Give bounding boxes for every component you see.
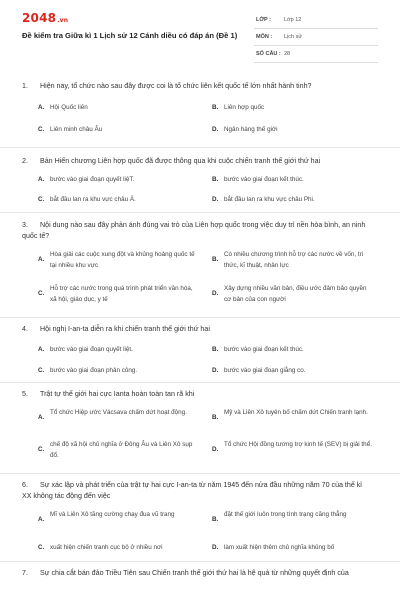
question-number: 6.	[22, 481, 28, 489]
option-text: Liên minh châu Âu	[50, 126, 103, 133]
question-text	[22, 220, 372, 242]
option-text: đặt thế giới luôn trong tình trạng căng thẳng	[224, 511, 347, 518]
option-letter: C.	[38, 544, 45, 551]
logo-brand: 2048	[22, 11, 57, 25]
option-letter: B.	[212, 414, 219, 421]
option-letter: B.	[212, 516, 219, 523]
document-meta	[254, 12, 378, 63]
question-number: 4.	[22, 325, 28, 333]
option-text: Xây dựng nhiều văn bản, điều ước đảm bảo quyền cơ bản của con người	[224, 285, 367, 303]
option-letter: A.	[38, 346, 45, 353]
site-logo[interactable]	[22, 11, 68, 25]
question-text	[22, 81, 372, 92]
option-text: Hỗ trợ các nước trong quá trình phát triển văn hóa, xã hội, giáo dục, y tế	[50, 285, 193, 303]
question-text	[22, 156, 372, 167]
option-text: Mĩ và Liên Xô tăng cường chạy đua vũ trang	[50, 511, 175, 518]
question-stem: Sự chia cắt bán đảo Triều Tiên sau Chiến tranh thế giới thứ hai là hệ quả từ những quyết định của	[40, 569, 349, 577]
option-text: Mỹ và Liên Xô tuyên bố chấm dứt Chiến tranh lạnh.	[224, 409, 368, 416]
option-letter: D.	[212, 544, 219, 551]
question-item	[0, 213, 400, 318]
option-letter: B.	[212, 176, 219, 183]
option-letter: A.	[38, 414, 45, 421]
option-letter: C.	[38, 367, 45, 374]
option-letter: B.	[212, 256, 219, 263]
option-text: Liên hợp quốc	[224, 104, 265, 111]
option-text: chế độ xã hội chủ nghĩa ở Đông Âu và Liên Xô sụp đổ.	[50, 441, 193, 459]
option-text: Hòa giải các cuộc xung đột và khủng hoảng quốc tế tại nhiều khu vực	[50, 251, 195, 269]
option-text: bước vào giai đoạn quyết liệt.	[50, 346, 133, 353]
option-text: bước vào giai đoạn giằng co.	[224, 367, 306, 374]
question-number: 3.	[22, 221, 28, 229]
meta-class-row	[254, 12, 378, 29]
option-text: Ngân hàng thế giới	[224, 126, 278, 133]
question-item	[0, 148, 400, 213]
option-text: xuất hiện chiến tranh cục bộ ở nhiều nơi	[50, 544, 163, 551]
option-letter: B.	[212, 346, 219, 353]
option-letter: A.	[38, 176, 45, 183]
question-text	[22, 480, 372, 502]
document-title: Đề kiểm tra Giữa kì 1 Lịch sử 12 Cánh diều có đáp án (Đề 1)	[22, 31, 238, 40]
option-letter: C.	[38, 196, 45, 203]
option-letter: C.	[38, 126, 45, 133]
option-letter: D.	[212, 126, 219, 133]
question-stem: Sự xác lập và phát triển của trật tự hai cực I-an-ta từ năm 1945 đến nửa đầu những năm 70 của thế kỉ XX không tác động đến việc	[22, 481, 362, 500]
question-list	[0, 72, 400, 602]
option-text: Tổ chức Hiệp ước Vácsava chấm dứt hoạt động.	[50, 409, 187, 416]
question-stem: Trật tự thế giới hai cực Ianta hoàn toàn tan rã khi	[40, 390, 195, 398]
question-text	[22, 389, 372, 400]
question-stem: Hiện nay, tổ chức nào sau đây được coi là tổ chức liên kết quốc tế lớn nhất hành tinh?	[40, 82, 312, 90]
option-text: bước vào giai đoạn quyết liệT.	[50, 176, 135, 183]
question-item	[0, 474, 400, 562]
option-letter: D.	[212, 367, 219, 374]
meta-subject-value: Lịch sử	[284, 34, 303, 40]
question-item	[0, 72, 400, 148]
question-stem: Hội nghị I-an-ta diễn ra khi chiến tranh thế giới thứ hai	[40, 325, 210, 333]
meta-count-value: 28	[284, 51, 291, 57]
option-text: bước vào giai đoạn phản công.	[50, 367, 138, 374]
option-text: bắt đầu lan ra khu vực châu Phi.	[224, 196, 315, 203]
option-text: bước vào giai đoạn kết thúc.	[224, 176, 304, 183]
option-letter: C.	[38, 446, 45, 453]
document-header	[0, 0, 400, 64]
meta-subject-label: MÔN :	[256, 34, 273, 40]
option-letter: A.	[38, 104, 45, 111]
question-item	[0, 562, 400, 602]
question-number: 1.	[22, 82, 28, 90]
question-item	[0, 318, 400, 383]
option-letter: A.	[38, 256, 45, 263]
option-letter: D.	[212, 290, 219, 297]
question-number: 5.	[22, 390, 28, 398]
question-text	[22, 568, 372, 579]
option-letter: B.	[212, 104, 219, 111]
meta-class-value: Lớp 12	[284, 17, 302, 23]
option-text: bước vào giai đoạn kết thúc.	[224, 346, 304, 353]
meta-count-row	[254, 46, 378, 63]
question-stem: Nội dung nào sau đây phản ánh đúng vai trò của Liên hợp quốc trong việc duy trì nền hòa bình, an ninh quốc tế?	[22, 221, 366, 240]
question-text	[22, 324, 372, 335]
question-stem: Bản Hiến chương Liên hợp quốc đã được thông qua khi cuộc chiến tranh thế giới thứ hai	[40, 157, 321, 165]
question-number: 2.	[22, 157, 28, 165]
question-item	[0, 383, 400, 474]
logo-suffix: .vn	[57, 17, 69, 24]
option-letter: C.	[38, 290, 45, 297]
meta-subject-row	[254, 29, 378, 46]
option-letter: D.	[212, 196, 219, 203]
option-text: bắt đầu lan ra khu vực châu Á.	[50, 196, 136, 203]
meta-class-label: LỚP :	[256, 17, 271, 23]
option-text: Hội Quốc liên	[50, 104, 88, 111]
option-letter: A.	[38, 516, 45, 523]
meta-count-label: SỐ CÂU :	[256, 51, 281, 57]
question-number: 7.	[22, 569, 28, 577]
option-text: làm xuất hiện thêm chủ nghĩa khủng bố	[224, 544, 335, 551]
option-text: Có nhiều chương trình hỗ trợ các nước về vốn, tri thức, kĩ thuật, nhân lực	[224, 251, 364, 269]
option-letter: D.	[212, 446, 219, 453]
option-text: Tổ chức Hội đồng tương trợ kinh tế (SEV) bị giải thể.	[224, 441, 372, 448]
